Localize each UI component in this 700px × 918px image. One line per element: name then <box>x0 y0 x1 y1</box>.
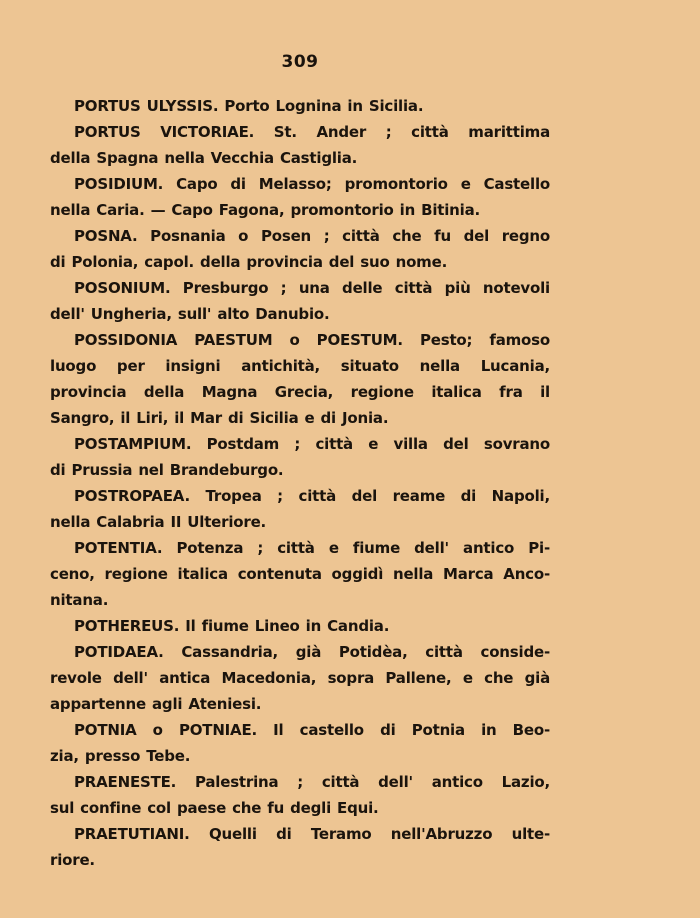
entry-line: POSIDIUM. Capo di Melasso; promontorio e Castello <box>74 175 550 193</box>
gazetteer-entry <box>50 223 550 275</box>
gazetteer-entry <box>50 119 550 171</box>
entry-line: luogo per insigni antichità, situato nella Lucania, <box>50 357 550 375</box>
entry-line: PRAENESTE. Palestrina ; città dell' antico Lazio, <box>74 773 550 791</box>
entry-line: di Polonia, capol. della provincia del suo nome. <box>50 253 448 271</box>
entry-line: POTENTIA. Potenza ; città e fiume dell' antico Pi- <box>74 539 550 557</box>
entry-line: PORTUS ULYSSIS. Porto Lognina in Sicilia. <box>74 97 424 115</box>
entry-line: nella Caria. — Capo Fagona, promontorio in Bitinia. <box>50 201 481 219</box>
gazetteer-entry <box>50 821 550 873</box>
gazetteer-entry <box>50 769 550 821</box>
gazetteer-entry <box>50 717 550 769</box>
entry-line: Sangro, il Liri, il Mar di Sicilia e di Jonia. <box>50 409 389 427</box>
entry-line: della Spagna nella Vecchia Castiglia. <box>50 149 358 167</box>
entry-line: ceno, regione italica contenuta oggidì nella Marca Anco- <box>50 565 550 583</box>
entry-line: nella Calabria II Ulteriore. <box>50 513 267 531</box>
entry-line: appartenne agli Ateniesi. <box>50 695 262 713</box>
entry-line: di Prussia nel Brandeburgo. <box>50 461 284 479</box>
gazetteer-entry <box>50 639 550 717</box>
gazetteer-entry <box>50 275 550 327</box>
entry-line: revole dell' antica Macedonia, sopra Pallene, e che già <box>50 669 550 687</box>
gazetteer-entry <box>50 535 550 613</box>
entry-line: POTNIA o POTNIAE. Il castello di Potnia in Beo- <box>74 721 550 739</box>
entry-line: PRAETUTIANI. Quelli di Teramo nell'Abruzzo ulte- <box>74 825 550 843</box>
entry-line: POSTAMPIUM. Postdam ; città e villa del sovrano <box>74 435 550 453</box>
gazetteer-entry <box>50 171 550 223</box>
entry-line: nitana. <box>50 591 109 609</box>
entry-line: zia, presso Tebe. <box>50 747 191 765</box>
gazetteer-entry <box>50 483 550 535</box>
entry-line: provincia della Magna Grecia, regione italica fra il <box>50 383 550 401</box>
entry-line: POTIDAEA. Cassandria, già Potidèa, città conside- <box>74 643 550 661</box>
entry-line: POTHEREUS. Il fiume Lineo in Candia. <box>74 617 390 635</box>
entry-line: POSSIDONIA PAESTUM o POESTUM. Pesto; famoso <box>74 331 550 349</box>
gazetteer-entry <box>50 431 550 483</box>
entry-line: PORTUS VICTORIAE. St. Ander ; città marittima <box>74 123 550 141</box>
entry-line: sul confine col paese che fu degli Equi. <box>50 799 379 817</box>
entry-line: POSONIUM. Presburgo ; una delle città più notevoli <box>74 279 550 297</box>
gazetteer-entry <box>50 327 550 431</box>
gazetteer-entries <box>50 93 550 873</box>
gazetteer-entry <box>50 93 550 119</box>
entry-line: dell' Ungheria, sull' alto Danubio. <box>50 305 330 323</box>
entry-line: riore. <box>50 851 95 869</box>
entry-line: POSNA. Posnania o Posen ; città che fu del regno <box>74 227 550 245</box>
entry-line: POSTROPAEA. Tropea ; città del reame di Napoli, <box>74 487 550 505</box>
page-number: 309 <box>281 52 319 72</box>
gazetteer-entry <box>50 613 550 639</box>
